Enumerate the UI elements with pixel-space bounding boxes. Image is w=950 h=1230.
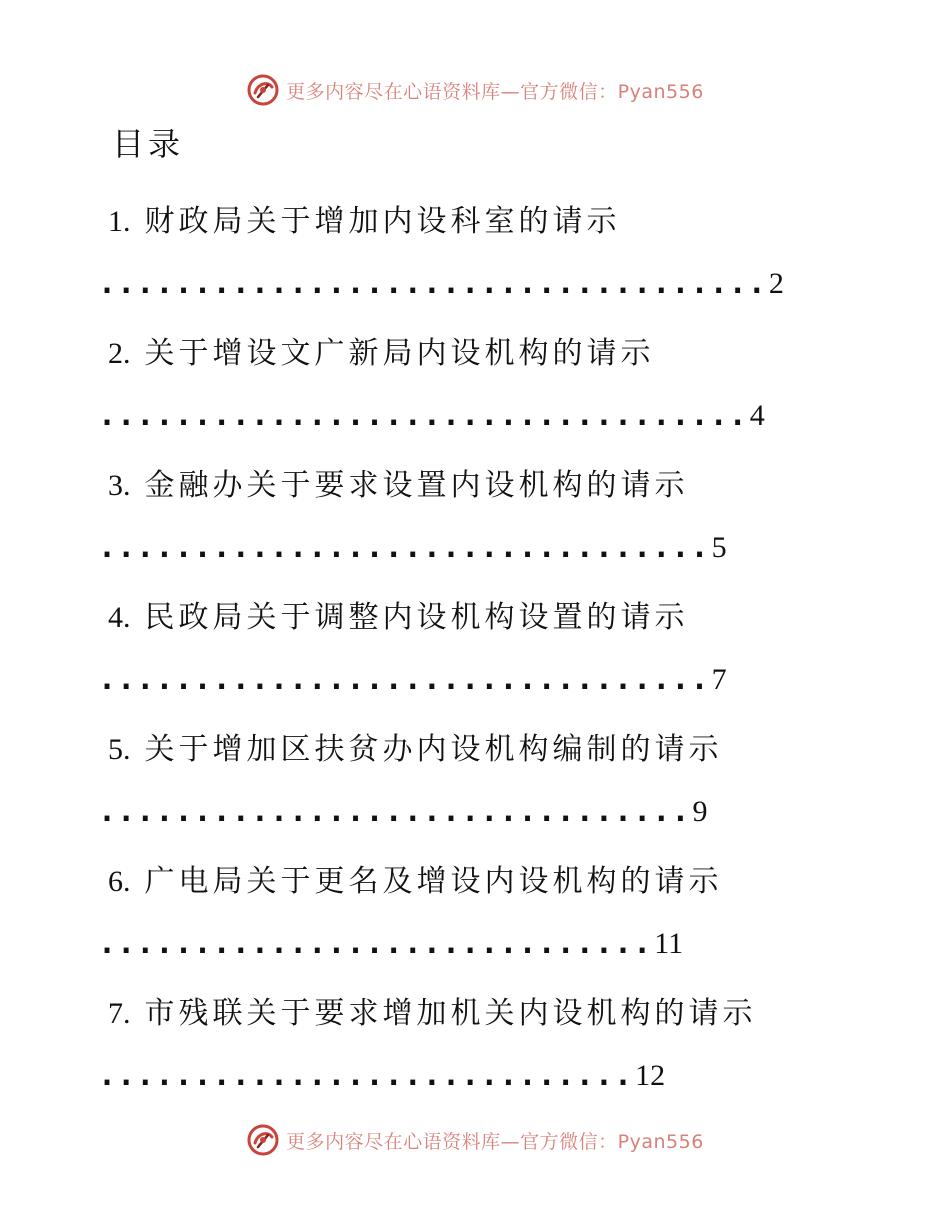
toc-entry-number: 6. <box>108 865 131 898</box>
toc-entry-number: 1. <box>108 205 131 238</box>
toc-entry-text: 市残联关于要求增加机关内设机构的请示 <box>144 996 757 1031</box>
toc-entry-title <box>108 728 723 772</box>
toc-page-number: 7 <box>711 663 727 696</box>
toc-page-number: 4 <box>749 399 765 432</box>
toc-page-number: 9 <box>692 795 708 828</box>
toc-entry-text: 关于增设文广新局内设机构的请示 <box>144 336 655 371</box>
toc-leader-line <box>98 528 727 568</box>
toc-page-number: 5 <box>711 531 727 564</box>
toc-leader-line <box>98 792 707 832</box>
toc-entry-title <box>108 992 757 1036</box>
toc-leader-dots: ............................... <box>98 794 691 829</box>
toc-leader-dots: ............................ <box>98 1058 634 1093</box>
toc-entry-text: 广电局关于更名及增设内设机构的请示 <box>144 864 723 899</box>
header-banner-text: 更多内容尽在心语资料库—官方微信：Pyan556 <box>286 80 704 103</box>
toc-entry-title <box>108 332 655 376</box>
toc-leader-line <box>98 396 765 436</box>
toc-entry-title <box>108 596 689 640</box>
footer-banner <box>0 1118 950 1162</box>
footer-banner-content <box>246 1123 704 1157</box>
toc-page-number: 12 <box>635 1059 666 1092</box>
toc-leader-line <box>98 660 727 700</box>
toc-entry-text: 金融办关于要求设置内设机构的请示 <box>144 468 689 503</box>
toc-entry-text: 民政局关于调整内设机构设置的请示 <box>144 600 689 635</box>
toc-leader-dots: .................................. <box>98 398 748 433</box>
toc-leader-dots: ................................... <box>98 266 767 301</box>
toc-entry-number: 7. <box>108 997 131 1030</box>
toc-page-number: 11 <box>654 927 684 960</box>
toc-entry-number: 2. <box>108 337 131 370</box>
toc-entry-text: 关于增加区扶贫办内设机构编制的请示 <box>144 732 723 767</box>
toc-leader-dots: ............................. <box>98 926 653 961</box>
toc-entry-number: 4. <box>108 601 131 634</box>
toc-entry-text: 财政局关于增加内设科室的请示 <box>144 204 621 239</box>
toc-leader-dots: ................................ <box>98 662 710 697</box>
toc-entry-title <box>108 860 723 904</box>
toc-entry-number: 5. <box>108 733 131 766</box>
toc-page-number: 2 <box>768 267 784 300</box>
toc-entry-title <box>108 464 689 508</box>
toc-leader-dots: ................................ <box>98 530 710 565</box>
footer-banner-text: 更多内容尽在心语资料库—官方微信：Pyan556 <box>286 1130 704 1153</box>
toc-entry-number: 3. <box>108 469 131 502</box>
toc-leader-line <box>98 924 683 964</box>
toc-leader-line <box>98 264 784 304</box>
red-swirl-logo-icon <box>246 1123 280 1157</box>
toc-entry-title <box>108 200 621 244</box>
toc-title: 目录 <box>112 125 185 163</box>
toc-leader-line <box>98 1056 665 1096</box>
